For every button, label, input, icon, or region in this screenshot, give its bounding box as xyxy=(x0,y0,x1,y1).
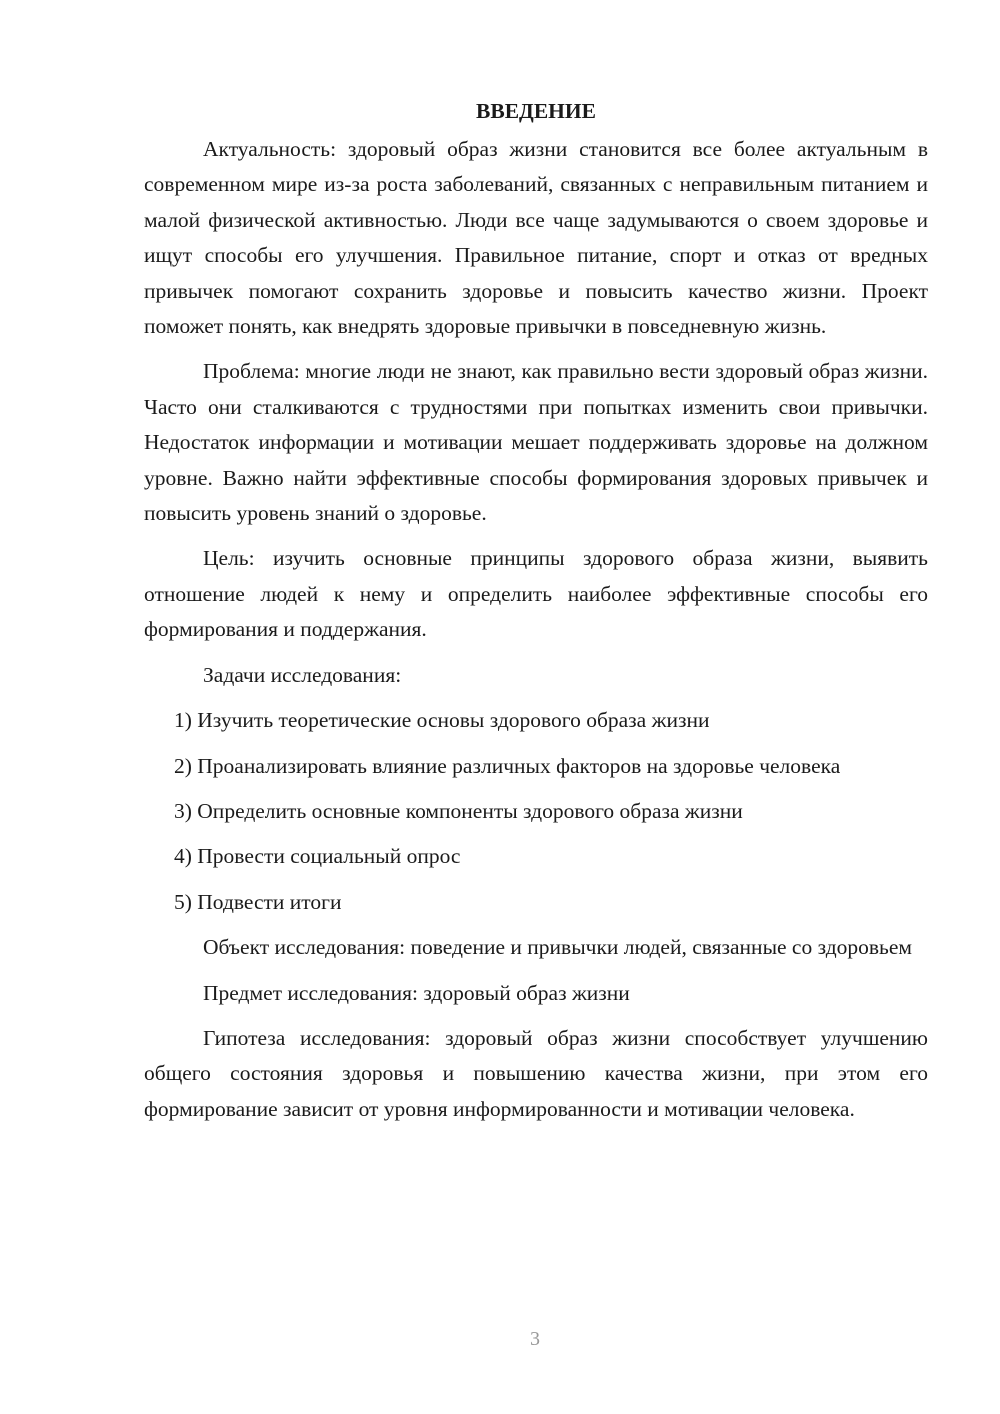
task-item: 2) Проанализировать влияние различных факторов на здоровье человека xyxy=(174,753,841,778)
problem-paragraph: Проблема: многие люди не знают, как правильно вести здоровый образ жизни. Часто они сталкиваются с трудностями при попытках изменить свои привычки. Недостаток информации и мотивации мешает поддерживать здоровье на должном уровне. Важно найти эффективные способы формирования здоровых привычек и повысить уровень знаний о здоровье. xyxy=(144,359,928,526)
tasks-heading: Задачи исследования: xyxy=(203,662,402,687)
page-number: 3 xyxy=(530,1328,540,1350)
relevance-paragraph: Актуальность: здоровый образ жизни становится все более актуальным в современном мире из-за роста заболеваний, связанных с неправильным питанием и малой физической активностью. Люди все чаще задумываются о своем здоровье и ищут способы его улучшения. Правильное питание, спорт и отказ от вредных привычек помогают сохранить здоровье и повысить качество жизни. Проект поможет понять, как внедрять здоровые привычки в повседневную жизнь. xyxy=(144,137,928,339)
hypothesis-paragraph: Гипотеза исследования: здоровый образ жизни способствует улучшению общего состояния здоровья и повышению качества жизни, при этом его формирование зависит от уровня информированности и мотивации человека. xyxy=(144,1025,928,1121)
document-page xyxy=(144,96,928,1137)
task-item: 1) Изучить теоретические основы здорового образа жизни xyxy=(174,708,710,733)
task-item: 4) Провести социальный опрос xyxy=(174,844,461,869)
section-title: ВВЕДЕНИЕ xyxy=(476,99,596,123)
subject-paragraph: Предмет исследования: здоровый образ жизни xyxy=(203,980,630,1005)
object-paragraph: Объект исследования: поведение и привычки людей, связанные со здоровьем xyxy=(203,935,912,960)
goal-paragraph: Цель: изучить основные принципы здорового образа жизни, выявить отношение людей к нему и определить наиболее эффективные способы его формирования и поддержания. xyxy=(144,546,928,642)
task-item: 3) Определить основные компоненты здорового образа жизни xyxy=(174,798,743,823)
task-item: 5) Подвести итоги xyxy=(174,889,342,914)
